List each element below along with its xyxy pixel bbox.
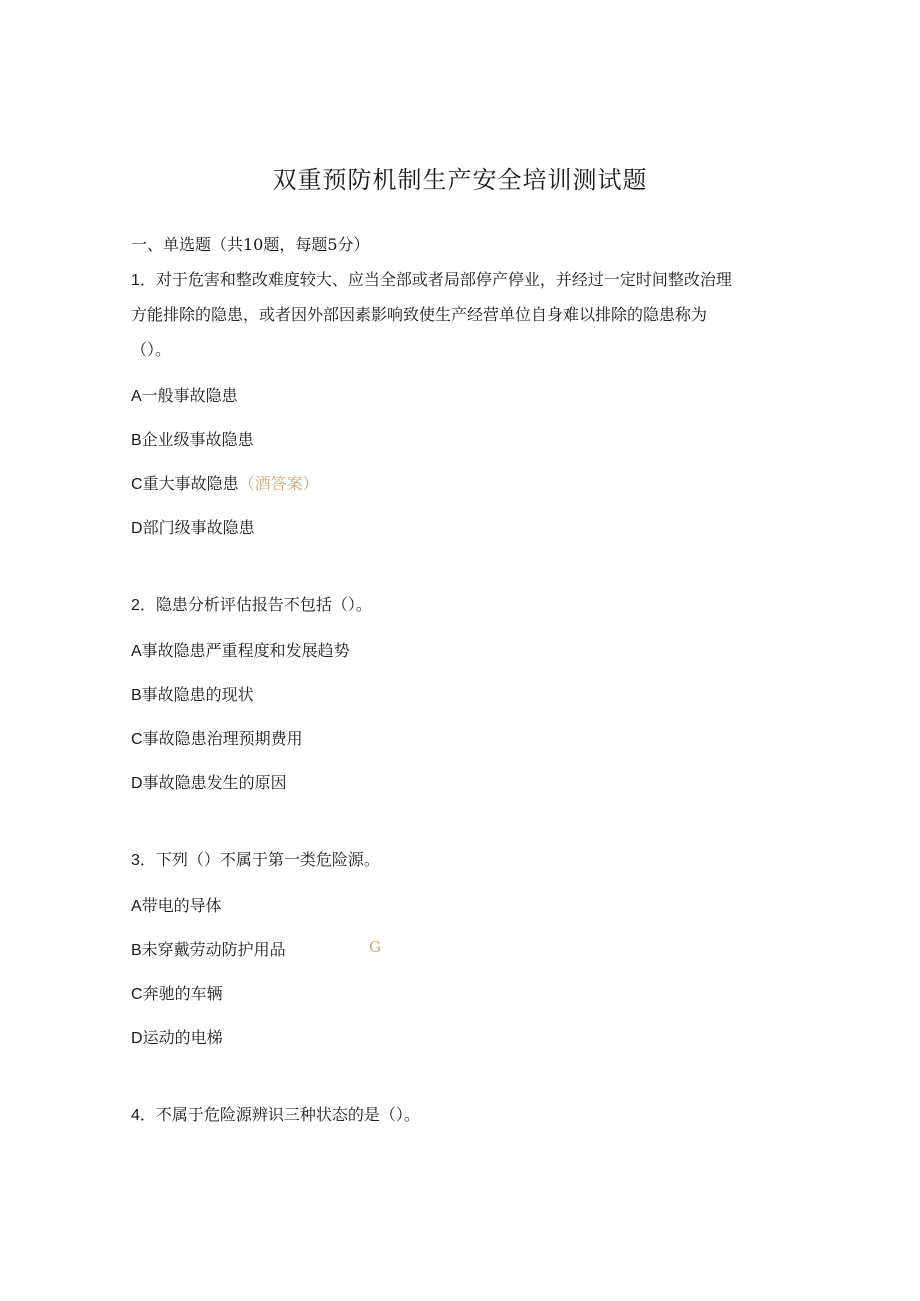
question-stem: ．下列（）不属于第一类危险源。 bbox=[139, 850, 380, 869]
document-title: 双重预防机制生产安全培训测试题 bbox=[272, 166, 648, 194]
option-d: D事故隐患发生的原因 bbox=[131, 773, 287, 792]
option-c: C重大事故隐患（酒答案） bbox=[131, 474, 319, 493]
option-d: D部门级事故隐患 bbox=[131, 518, 255, 537]
question-stem: ．隐患分析评估报告不包括（）。 bbox=[139, 595, 372, 614]
question-1-line-1 bbox=[131, 267, 732, 290]
option-c: C事故隐患治理预期费用 bbox=[131, 729, 303, 748]
option-b: B未穿戴劳动防护用品 bbox=[131, 940, 286, 959]
question-number: 1 bbox=[131, 272, 140, 289]
option-b: B企业级事故隐患 bbox=[131, 430, 254, 449]
stray-mark: G bbox=[369, 938, 381, 956]
section-heading: 一、单选题（共10题，每题5分） bbox=[131, 235, 370, 254]
option-b: B事故隐患的现状 bbox=[131, 685, 254, 704]
question-stem: ．不属于危险源辨识三种状态的是（）。 bbox=[139, 1105, 420, 1124]
answer-note: （酒答案） bbox=[238, 474, 319, 493]
option-c: C奔驰的车辆 bbox=[131, 984, 223, 1003]
question-stem: ．对于危害和整改难度较大、应当全部或者局部停产停业，并经过一定时间整改治理 bbox=[139, 270, 732, 289]
option-a: A带电的导体 bbox=[131, 896, 222, 915]
question-3-line-1 bbox=[131, 847, 380, 870]
question-1-line-3: （）。 bbox=[131, 340, 172, 359]
option-a: A一般事故隐患 bbox=[131, 386, 238, 405]
question-number: 4 bbox=[131, 1107, 140, 1124]
option-a: A事故隐患严重程度和发展趋势 bbox=[131, 641, 350, 660]
question-number: 3 bbox=[131, 852, 140, 869]
question-4-line-1 bbox=[131, 1102, 420, 1125]
option-d: D运动的电梯 bbox=[131, 1028, 223, 1047]
question-2-line-1 bbox=[131, 592, 372, 615]
question-number: 2 bbox=[131, 597, 140, 614]
question-1-line-2: 方能排除的隐患，或者因外部因素影响致使生产经营单位自身难以排除的隐患称为 bbox=[131, 305, 708, 324]
